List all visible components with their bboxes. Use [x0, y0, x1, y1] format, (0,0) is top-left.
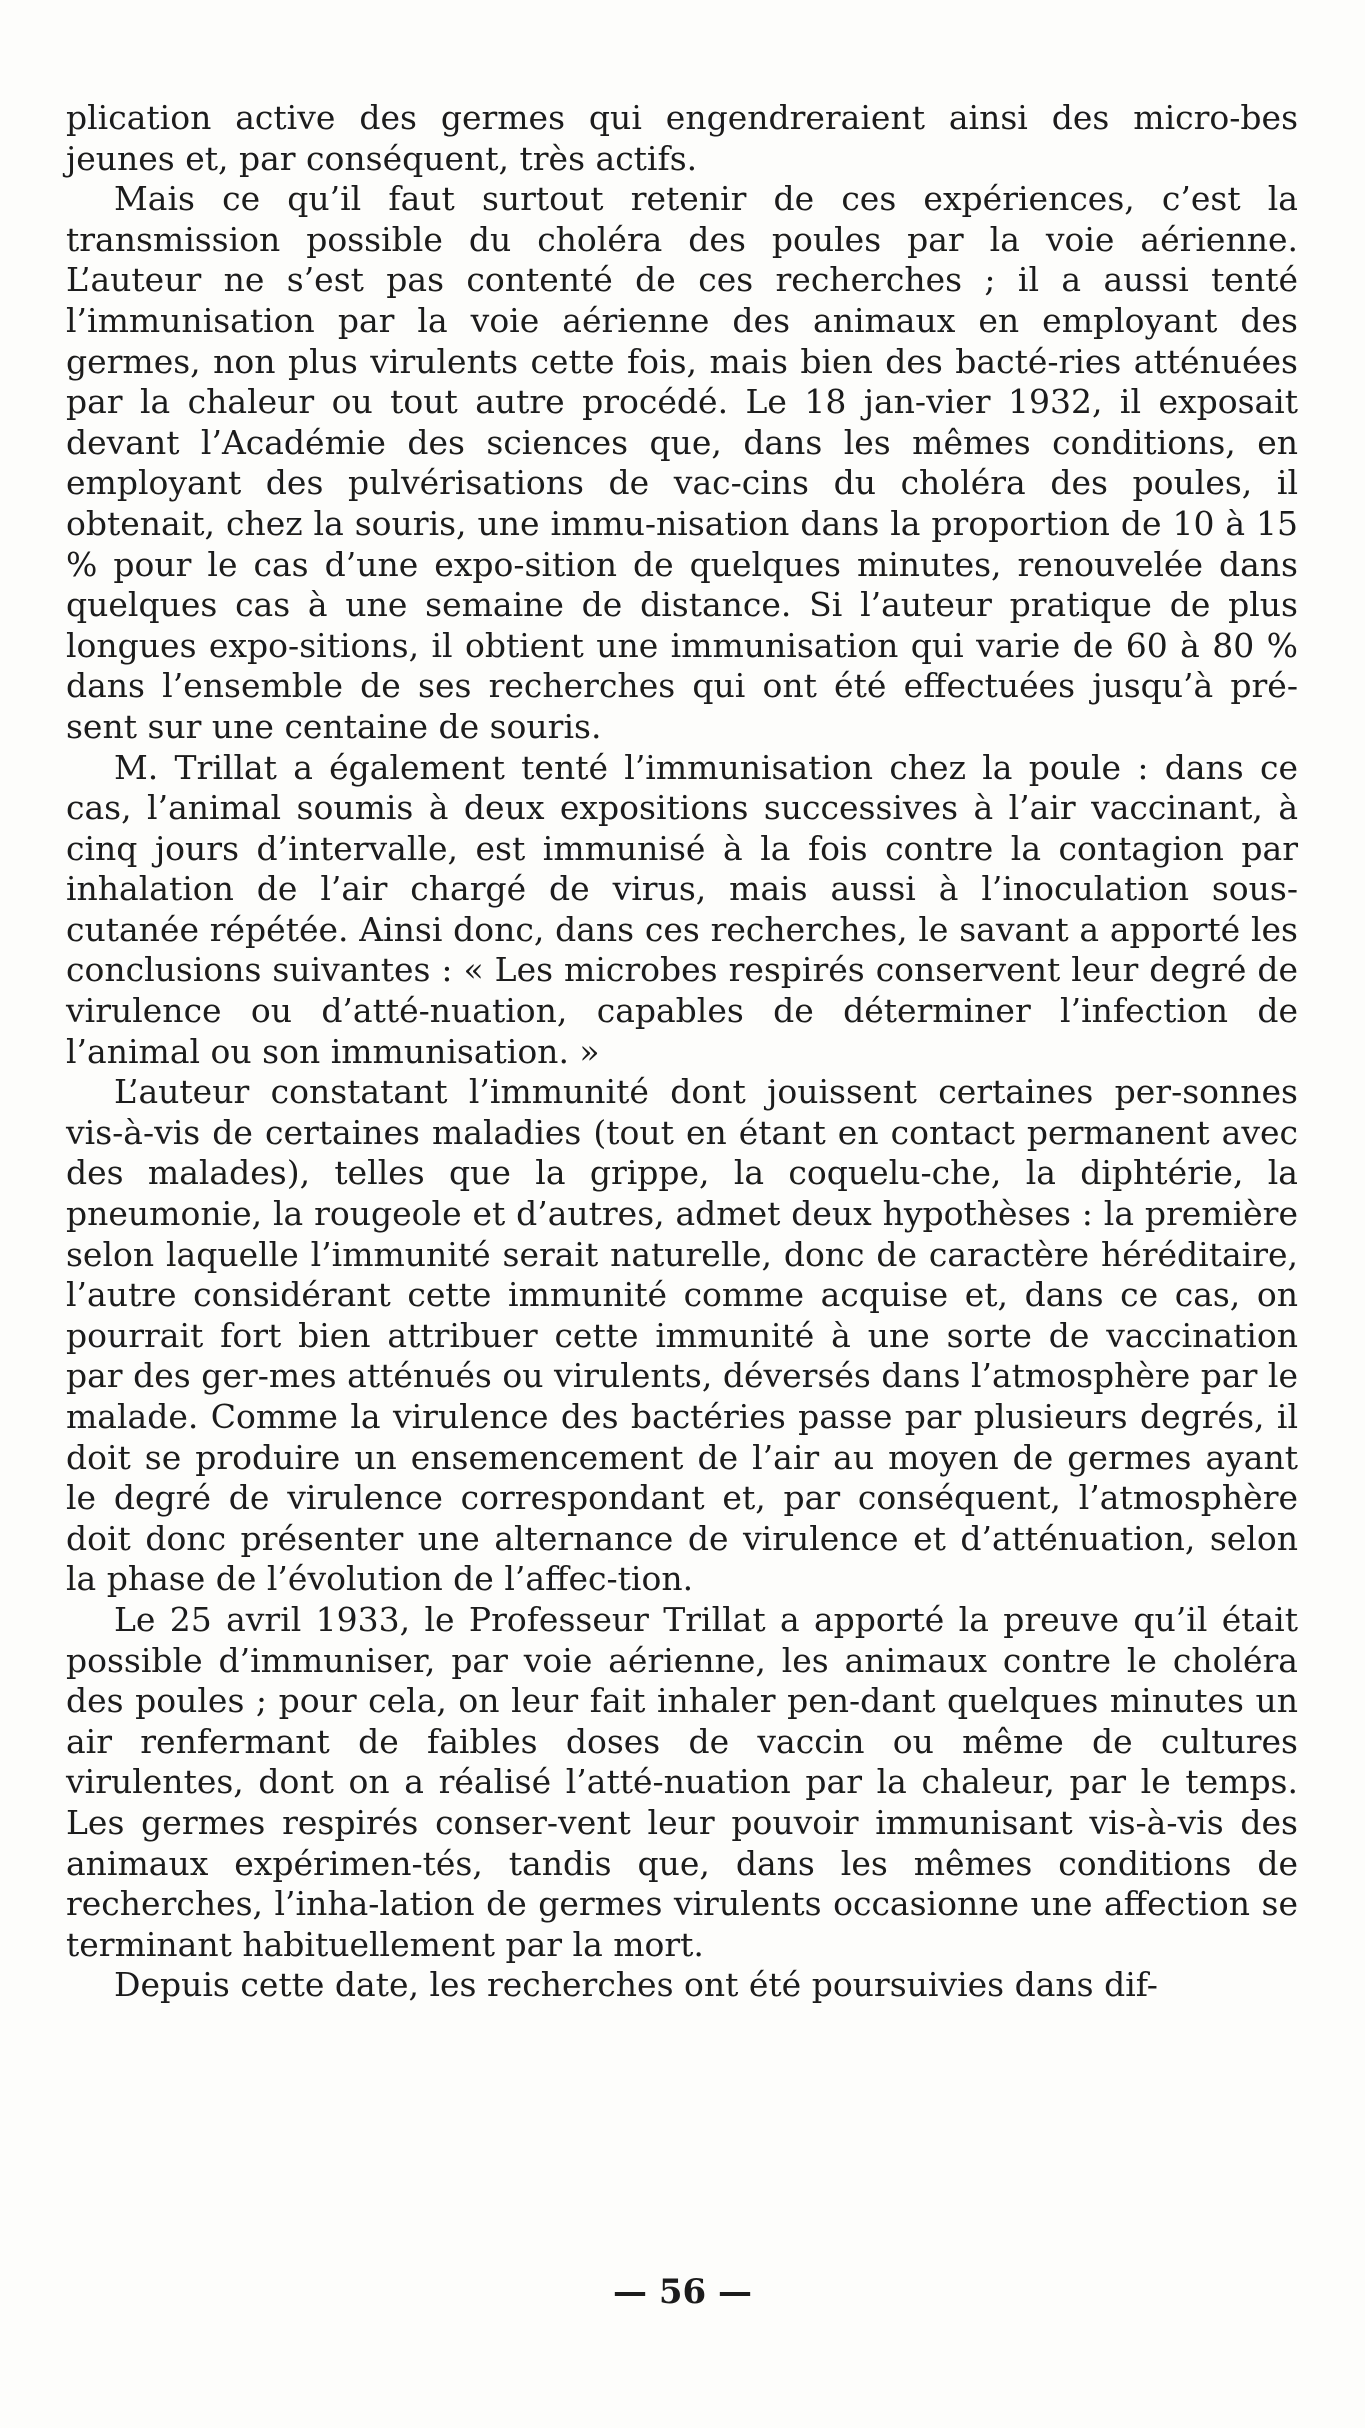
paragraph-5: Le 25 avril 1933, le Professeur Trillat a apporté la preuve qu’il était possible d’immuniser, par voie aérienne, les animaux contre le choléra des poules ; pour cela, on leur fait inhaler pen-dant quelques minutes un air renfermant de faibles doses de vaccin ou même de cultures virulentes, dont on a réalisé l’atté-nuation par la chaleur, par le temps. Les germes respirés conser-vent leur pouvoir immunisant vis-à-vis des animaux expérimen-tés, tandis que, dans les mêmes conditions de recherches, l’inha-lation de germes virulents occasionne une affection se terminant habituellement par la mort.: [66, 1599, 1298, 1964]
body-text: [66, 98, 1298, 2006]
paragraph-1: plication active des germes qui engendreraient ainsi des micro-bes jeunes et, par conséquent, très actifs.: [66, 98, 1298, 178]
page-number: — 56 —: [613, 2272, 752, 2312]
paragraph-4: L’auteur constatant l’immunité dont jouissent certaines per-sonnes vis-à-vis de certaines maladies (tout en étant en contact permanent avec des malades), telles que la grippe, la coquelu-che, la diphtérie, la pneumonie, la rougeole et d’autres, admet deux hypothèses : la première selon laquelle l’immunité serait naturelle, donc de caractère héréditaire, l’autre considérant cette immunité comme acquise et, dans ce cas, on pourrait fort bien attribuer cette immunité à une sorte de vaccination par des ger-mes atténués ou virulents, déversés dans l’atmosphère par le malade. Comme la virulence des bactéries passe par plusieurs degrés, il doit se produire un ensemencement de l’air au moyen de germes ayant le degré de virulence correspondant et, par conséquent, l’atmosphère doit donc présenter une alternance de virulence et d’atténuation, selon la phase de l’évolution de l’affec-tion.: [66, 1072, 1298, 1599]
paragraph-2: Mais ce qu’il faut surtout retenir de ces expériences, c’est la transmission possible du choléra des poules par la voie aérienne. L’auteur ne s’est pas contenté de ces recherches ; il a aussi tenté l’immunisation par la voie aérienne des animaux en employant des germes, non plus virulents cette fois, mais bien des bacté-ries atténuées par la chaleur ou tout autre procédé. Le 18 jan-vier 1932, il exposait devant l’Académie des sciences que, dans les mêmes conditions, en employant des pulvérisations de vac-cins du choléra des poules, il obtenait, chez la souris, une immu-nisation dans la proportion de 10 à 15 % pour le cas d’une expo-sition de quelques minutes, renouvelée dans quelques cas à une semaine de distance. Si l’auteur pratique de plus longues expo-sitions, il obtient une immunisation qui varie de 60 à 80 % dans l’ensemble de ses recherches qui ont été effectuées jusqu’à pré-sent sur une centaine de souris.: [66, 179, 1298, 746]
paragraph-6: Depuis cette date, les recherches ont été poursuivies dans dif-: [114, 1965, 1158, 2005]
paragraph-3: M. Trillat a également tenté l’immunisation chez la poule : dans ce cas, l’animal soumis à deux expositions successives à l’air vaccinant, à cinq jours d’intervalle, est immunisé à la fois contre la contagion par inhalation de l’air chargé de virus, mais aussi à l’inoculation sous-cutanée répétée. Ainsi donc, dans ces recherches, le savant a apporté les conclusions suivantes : « Les microbes respirés conservent leur degré de virulence ou d’atté-nuation, capables de déterminer l’infection de l’animal ou son immunisation. »: [66, 747, 1298, 1071]
